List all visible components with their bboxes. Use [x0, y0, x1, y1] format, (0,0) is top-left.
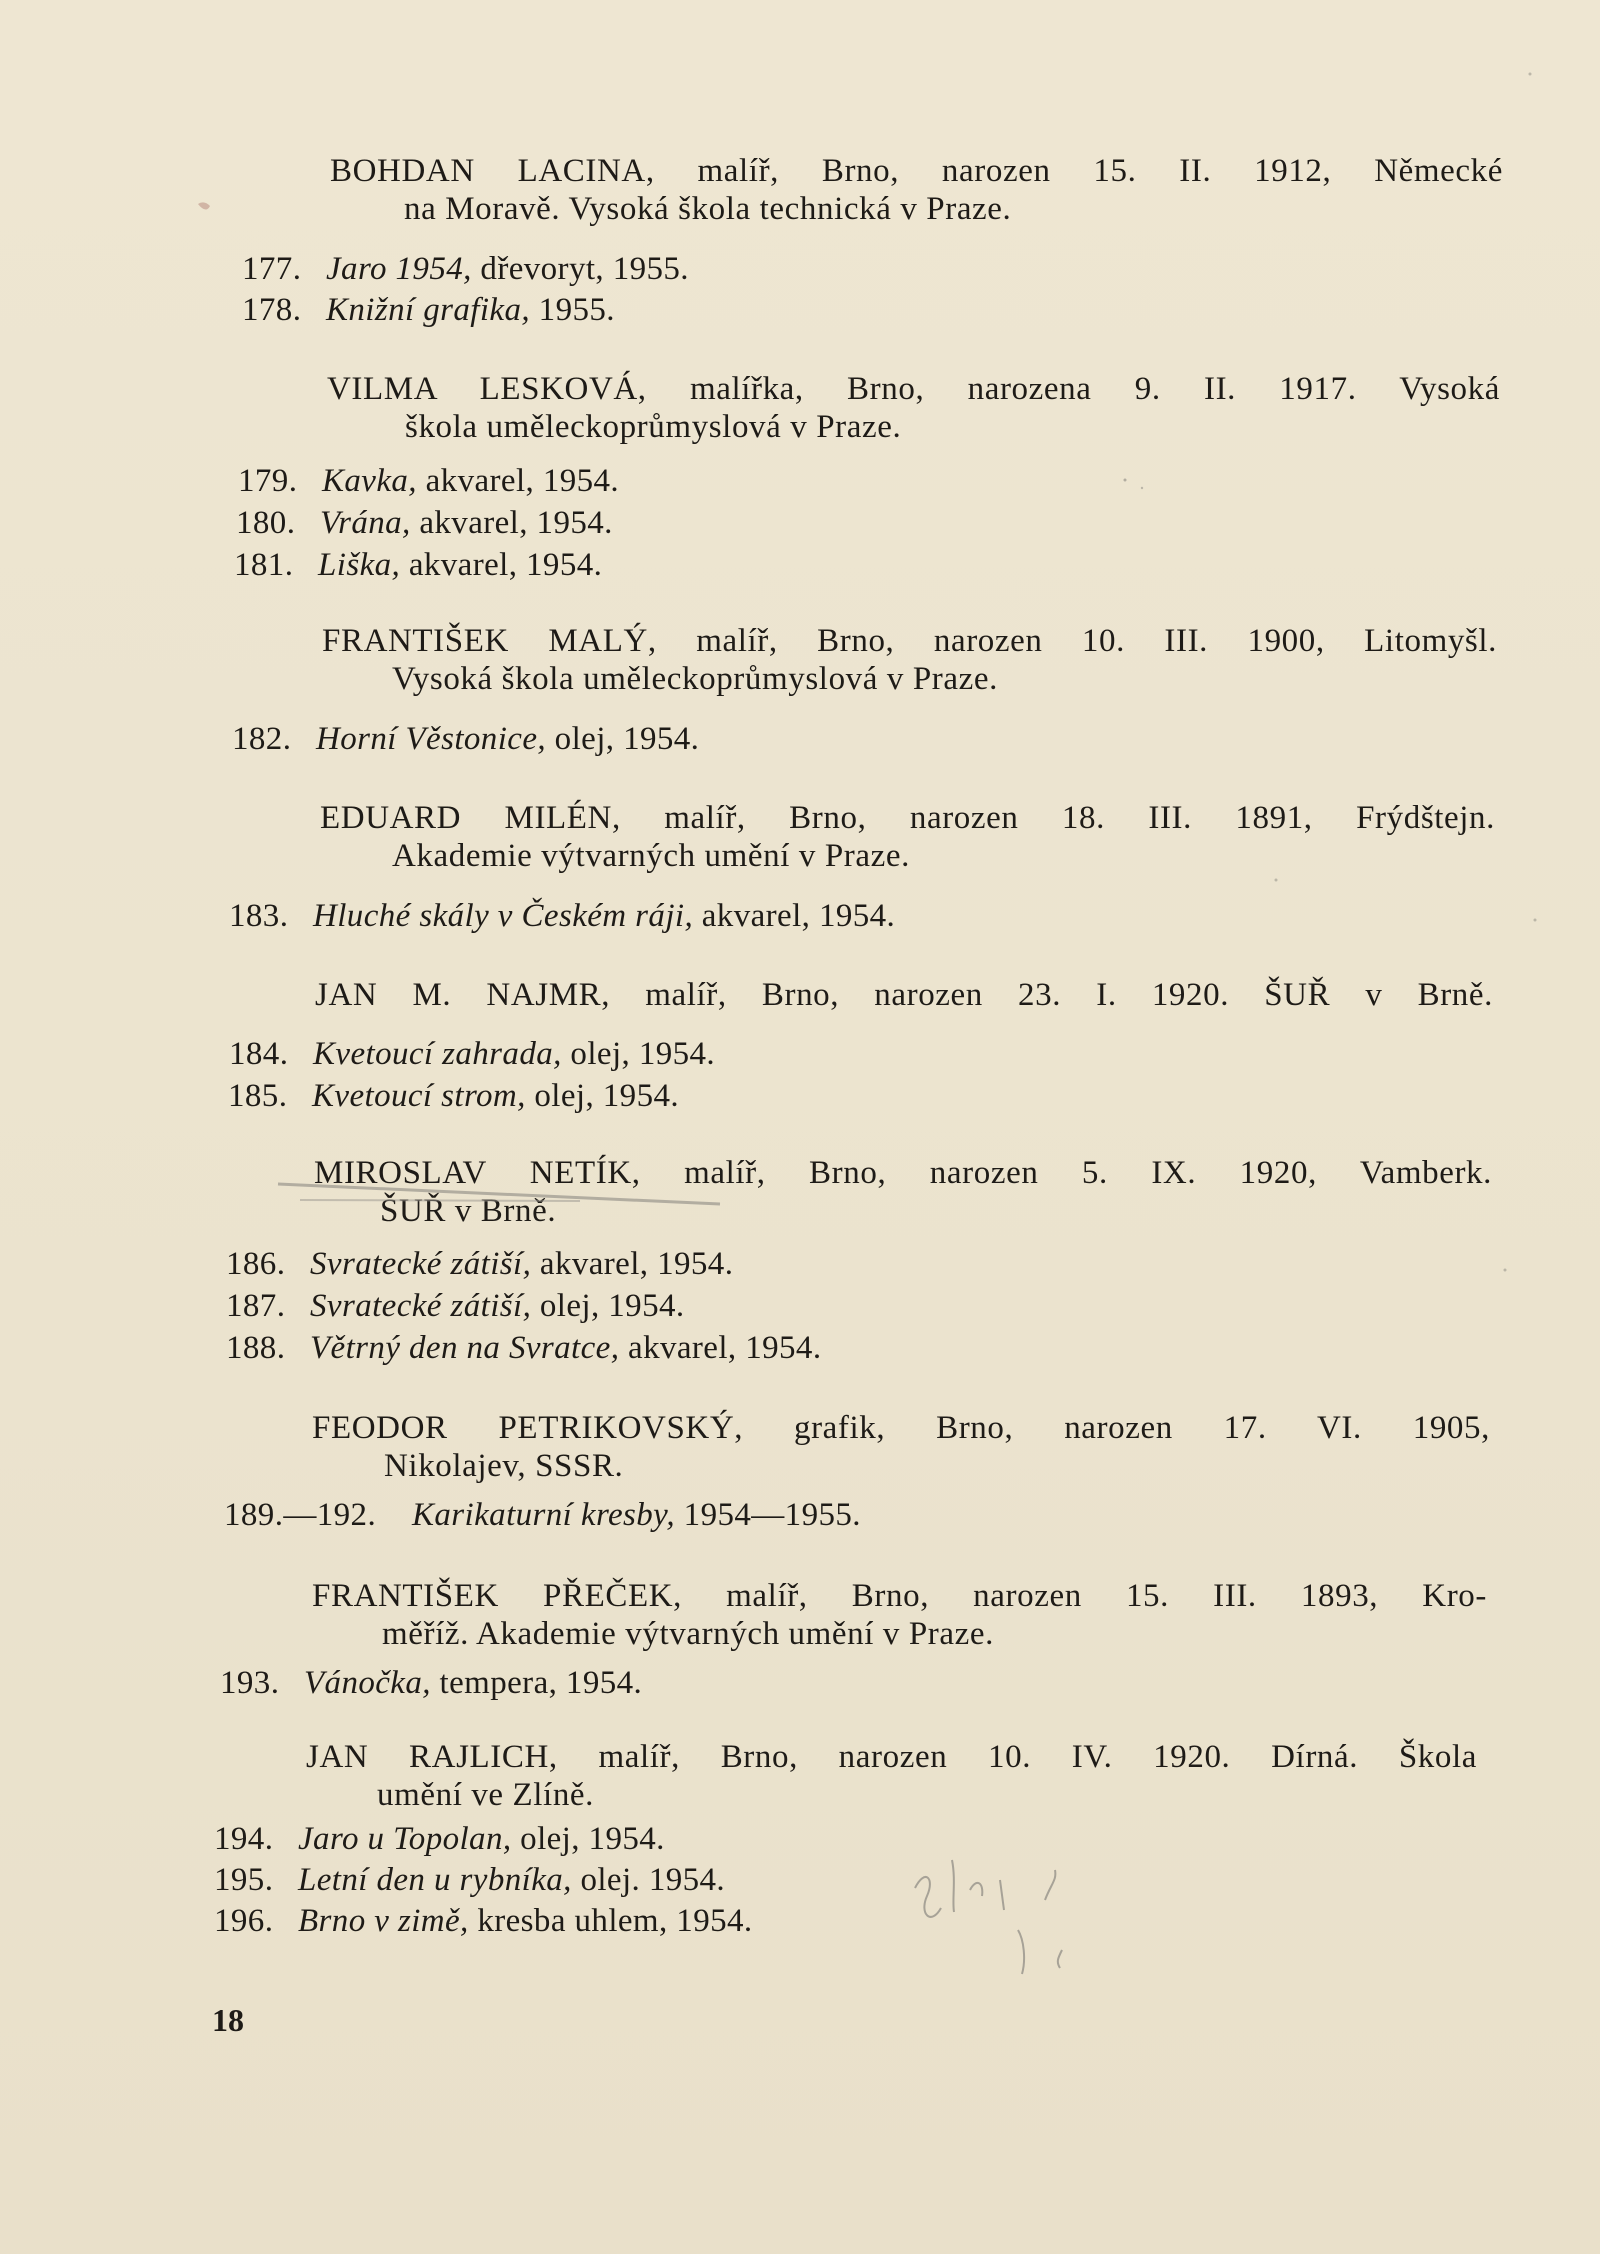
work-details: akvarel, 1954. [410, 505, 613, 541]
work-title: Letní den u rybníka, [298, 1862, 572, 1898]
work-title: Kavka, [322, 463, 417, 499]
work-item [214, 1902, 753, 1940]
work-title: Hluché skály v Českém ráji, [313, 898, 694, 934]
work-number: 188. [226, 1330, 286, 1366]
work-details: dřevoryt, 1955. [471, 251, 689, 287]
artist-line: MIROSLAV NETÍK, malíř, Brno, narozen 5. IX. 1920, Vamberk. [314, 1155, 1492, 1191]
work-number: 196. [214, 1903, 274, 1939]
work-title: Kvetoucí zahrada, [313, 1036, 562, 1072]
work-title: Karikaturní kresby, [412, 1497, 676, 1533]
work-details: akvarel, 1954. [693, 898, 896, 934]
work-item [226, 1287, 685, 1325]
work-item [226, 1245, 733, 1283]
artist-line: JAN RAJLICH, malíř, Brno, narozen 10. IV. 1920. Dírná. Škola [306, 1739, 1477, 1775]
artist-line: VILMA LESKOVÁ, malířka, Brno, narozena 9. II. 1917. Vysoká [327, 371, 1500, 407]
artist-entry [312, 1577, 1487, 1653]
artist-line-continued: na Moravě. Vysoká škola technická v Praze. [404, 191, 1012, 227]
work-number: 182. [232, 721, 292, 757]
work-number: 186. [226, 1246, 286, 1282]
work-item [214, 1861, 725, 1899]
work-details: olej, 1954. [525, 1078, 680, 1114]
artist-entry [312, 1409, 1490, 1485]
artist-entry [314, 1154, 1492, 1230]
work-title: Vrána, [320, 505, 411, 541]
work-details: akvarel, 1954. [619, 1330, 822, 1366]
work-title: Kvetoucí strom, [312, 1078, 526, 1114]
work-title: Svratecké zátiší, [310, 1246, 532, 1282]
work-title: Jaro 1954, [326, 251, 472, 287]
artist-entry [327, 370, 1500, 446]
work-title: Horní Věstonice, [316, 721, 547, 757]
work-details: olej, 1954. [531, 1288, 685, 1324]
artist-entry [306, 1738, 1477, 1814]
work-item [229, 897, 895, 935]
work-details: olej. 1954. [571, 1862, 726, 1898]
work-details: olej, 1954. [546, 721, 700, 757]
work-title: Svratecké zátiší, [310, 1288, 532, 1324]
work-details: kresba uhlem, 1954. [468, 1903, 753, 1939]
artist-line: FRANTIŠEK MALÝ, malíř, Brno, narozen 10. III. 1900, Litomyšl. [322, 623, 1497, 659]
artist-line: JAN M. NAJMR, malíř, Brno, narozen 23. I. 1920. ŠUŘ v Brně. [315, 977, 1493, 1013]
work-title: Liška, [318, 547, 401, 583]
work-details: tempera, 1954. [430, 1665, 643, 1701]
work-number: 179. [238, 463, 298, 499]
work-number: 184. [229, 1036, 289, 1072]
artist-line-continued: měříž. Akademie výtvarných umění v Praze. [382, 1616, 994, 1652]
work-number: 185. [228, 1078, 288, 1114]
work-item [214, 1820, 665, 1858]
work-details: akvarel, 1954. [400, 547, 603, 583]
work-number: 178. [242, 292, 302, 328]
work-number: 195. [214, 1862, 274, 1898]
work-title: Vánočka, [304, 1665, 431, 1701]
work-number: 193. [220, 1665, 280, 1701]
artist-line-continued: Akademie výtvarných umění v Praze. [392, 838, 910, 874]
artist-entry [315, 976, 1493, 1014]
work-number: 187. [226, 1288, 286, 1324]
artist-line: BOHDAN LACINA, malíř, Brno, narozen 15. II. 1912, Německé [330, 153, 1503, 189]
page-number: 18 [212, 2002, 244, 2038]
work-details: akvarel, 1954. [531, 1246, 734, 1282]
work-item [242, 250, 689, 288]
work-number: 194. [214, 1821, 274, 1857]
work-item [228, 1077, 679, 1115]
work-number: 181. [234, 547, 294, 583]
artist-line: EDUARD MILÉN, malíř, Brno, narozen 18. III. 1891, Frýdštejn. [320, 800, 1495, 836]
artist-entry [322, 622, 1497, 698]
artist-line: FRANTIŠEK PŘEČEK, malíř, Brno, narozen 15. III. 1893, Kro- [312, 1578, 1487, 1614]
work-item [238, 462, 619, 500]
work-item [242, 291, 615, 329]
work-item [236, 504, 613, 542]
work-title: Jaro u Topolan, [298, 1821, 512, 1857]
artist-entry [330, 152, 1503, 228]
work-details: 1954—1955. [675, 1497, 861, 1533]
artist-line-continued: škola uměleckoprůmyslová v Praze. [405, 409, 902, 445]
work-number: 177. [242, 251, 302, 287]
work-item [226, 1329, 821, 1367]
artist-line: FEODOR PETRIKOVSKÝ, grafik, Brno, narozen 17. VI. 1905, [312, 1410, 1490, 1446]
work-details: 1955. [530, 292, 615, 328]
work-item [224, 1496, 861, 1534]
work-title: Brno v zimě, [298, 1903, 469, 1939]
work-details: olej, 1954. [511, 1821, 665, 1857]
smudge-mark [198, 202, 210, 209]
work-title: Knižní grafika, [326, 292, 531, 328]
work-item [232, 720, 699, 758]
handwritten-scribble [915, 1860, 1062, 1974]
artist-line-continued: umění ve Zlíně. [377, 1777, 595, 1813]
work-details: akvarel, 1954. [416, 463, 620, 499]
artist-line-continued: Nikolajev, SSSR. [384, 1448, 624, 1484]
work-title: Větrný den na Svratce, [310, 1330, 620, 1366]
work-item [229, 1035, 715, 1073]
artist-line-continued: ŠUŘ v Brně. [380, 1193, 557, 1229]
work-item [234, 546, 602, 584]
work-number: 180. [236, 505, 296, 541]
work-number: 183. [229, 898, 289, 934]
work-number: 189.—192. [224, 1497, 377, 1533]
work-item [220, 1664, 642, 1702]
work-details: olej, 1954. [561, 1036, 716, 1072]
artist-entry [320, 799, 1495, 875]
artist-line-continued: Vysoká škola uměleckoprůmyslová v Praze. [392, 661, 998, 697]
